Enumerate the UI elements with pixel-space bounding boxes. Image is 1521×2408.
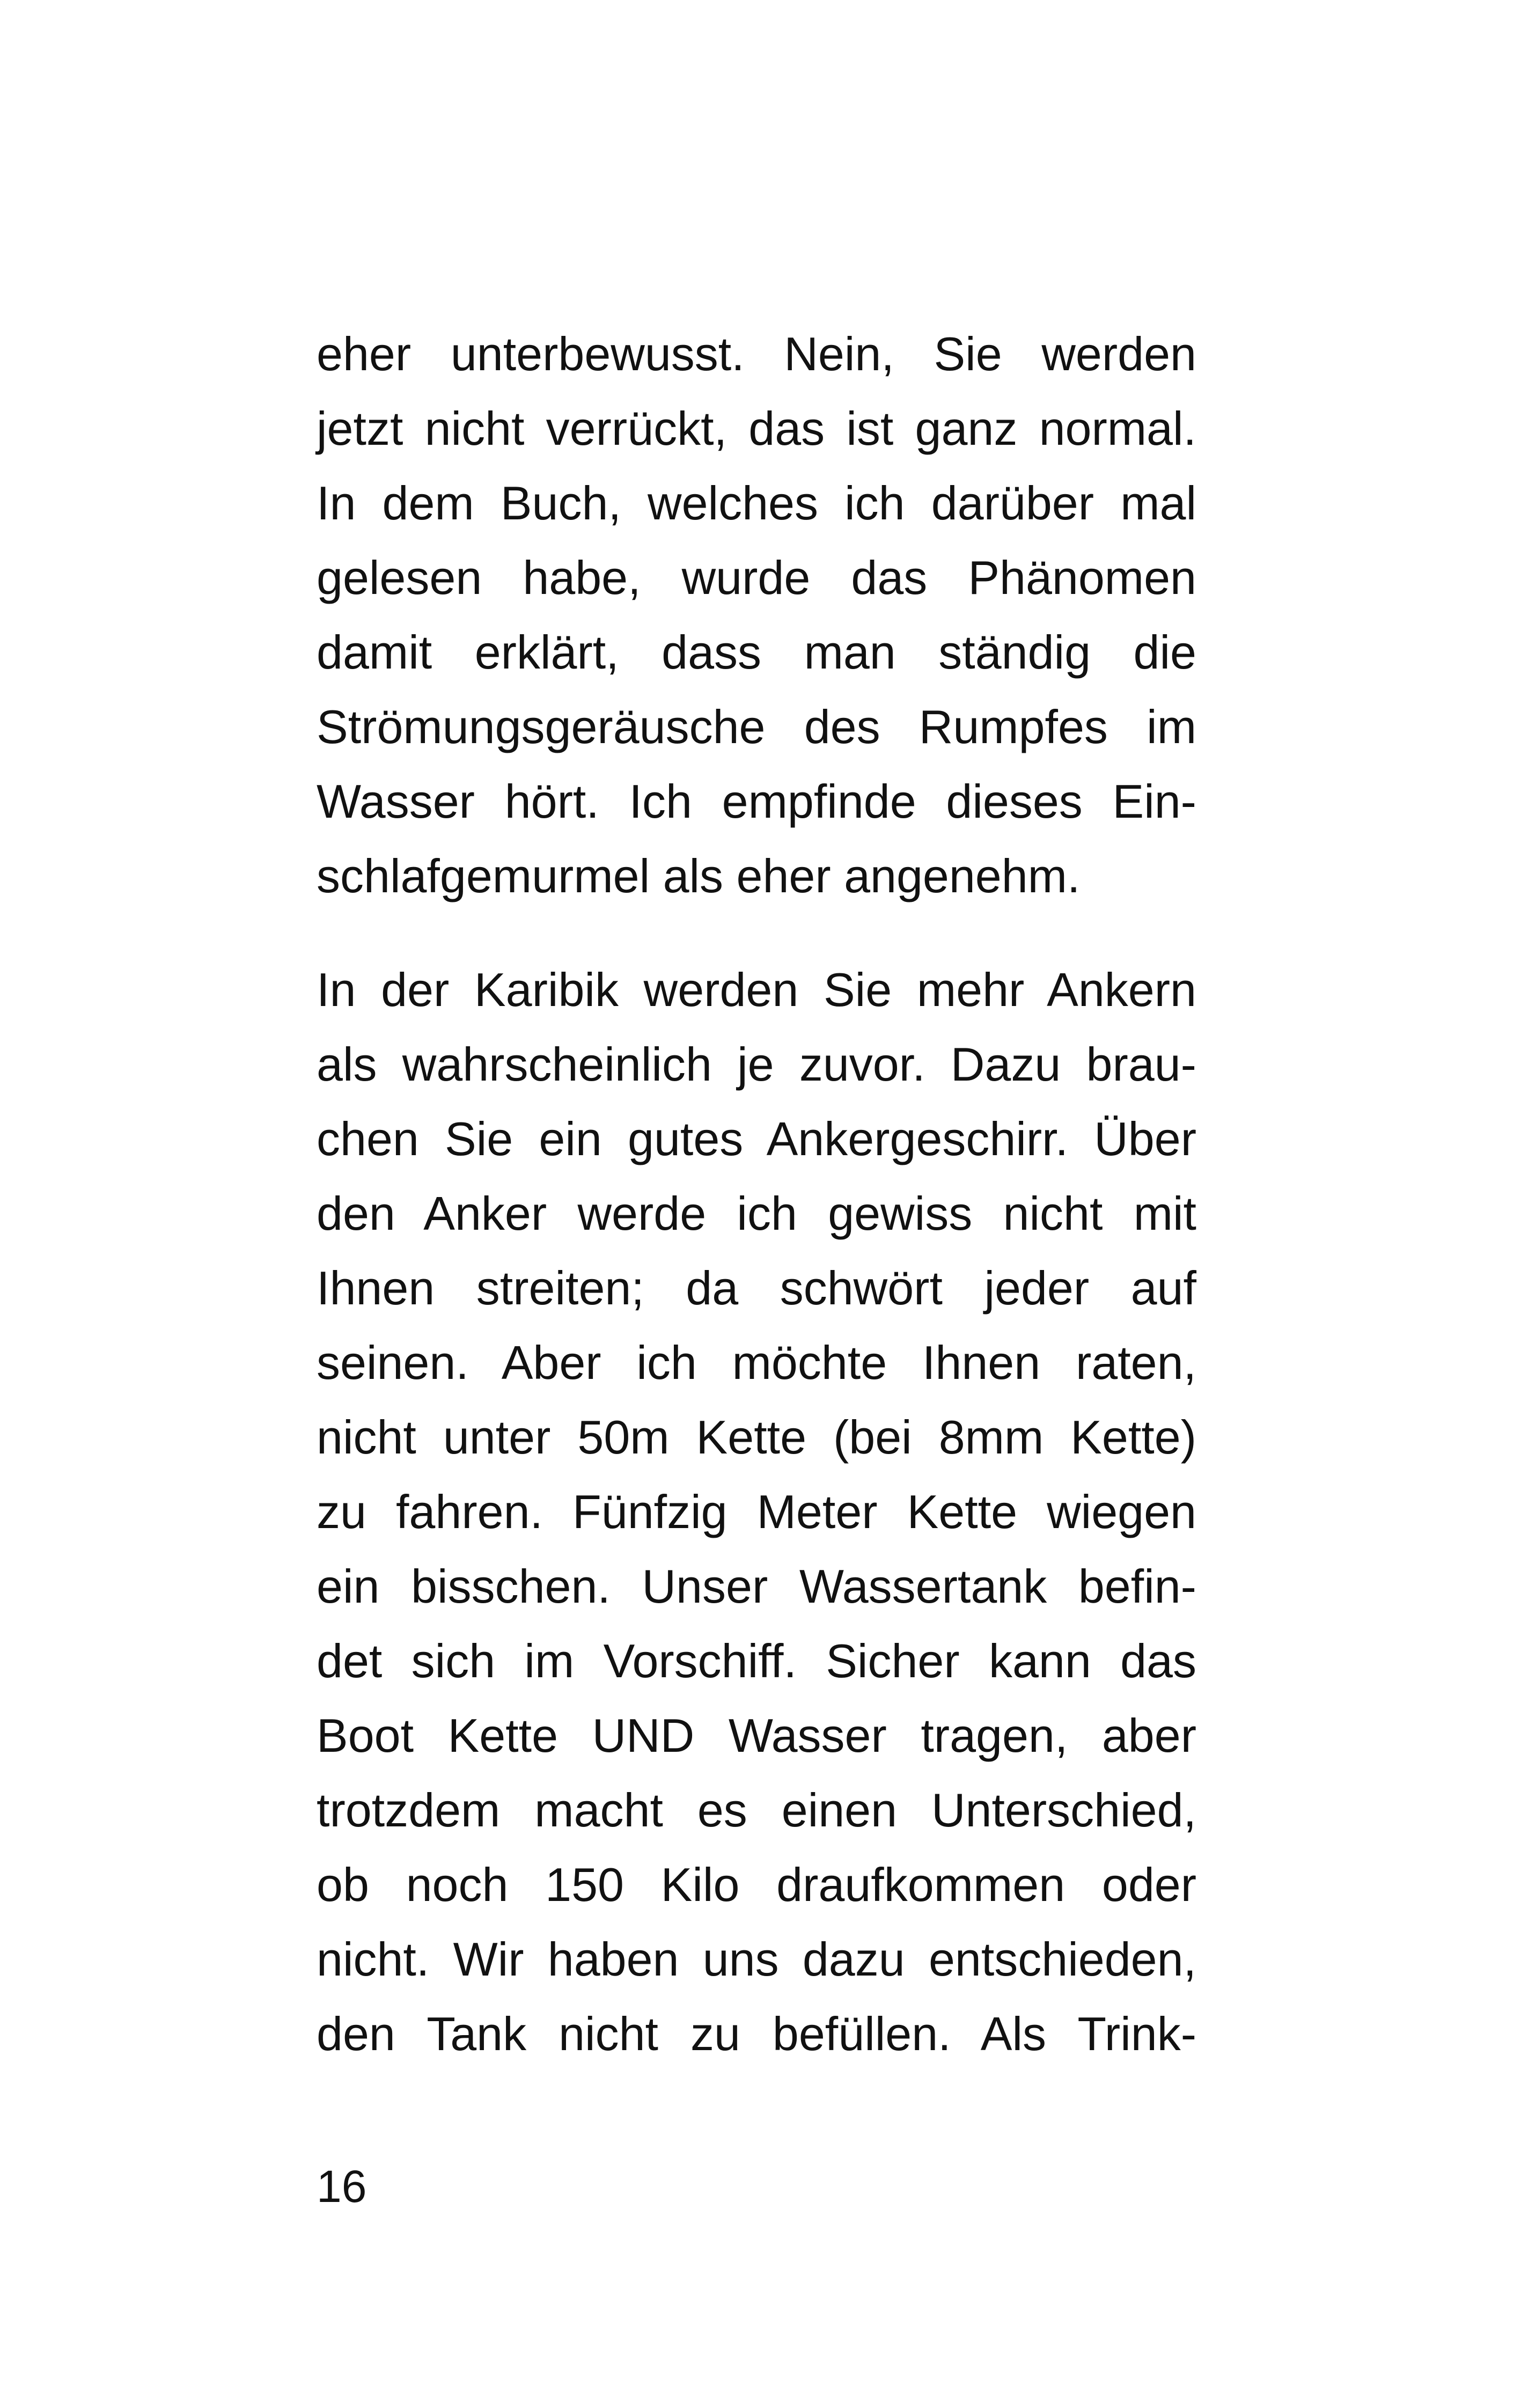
text-line: zu fahren. Fünfzig Meter Kette wiegen (317, 1485, 1196, 1538)
text-line: gelesen habe, wurde das Phänomen (317, 551, 1196, 604)
text-line: den Anker werde ich gewiss nicht mit (317, 1187, 1196, 1240)
text-line: Ihnen streiten; da schwört jeder auf (317, 1261, 1196, 1315)
text-line: det sich im Vorschiff. Sicher kann das (317, 1634, 1196, 1687)
text-line: damit erklärt, dass man ständig die (317, 626, 1196, 679)
text-line: trotzdem macht es einen Unterschied, (317, 1783, 1196, 1837)
paragraph-1 (317, 317, 1196, 913)
text-line: nicht. Wir haben uns dazu entschieden, (317, 1933, 1196, 1986)
text-line: Strömungsgeräusche des Rumpfes im (317, 700, 1196, 753)
text-line: schlafgemurmel als eher angenehm. (317, 849, 1081, 902)
text-line: den Tank nicht zu befüllen. Als Trink- (317, 2007, 1196, 2060)
text-line: als wahrscheinlich je zuvor. Dazu brau- (317, 1038, 1196, 1091)
text-line: In der Karibik werden Sie mehr Ankern (317, 963, 1196, 1016)
text-line: chen Sie ein gutes Ankergeschirr. Über (317, 1112, 1196, 1165)
text-line: ein bisschen. Unser Wassertank befin- (317, 1560, 1196, 1613)
text-line: eher unterbewusst. Nein, Sie werden (317, 327, 1196, 380)
text-line: Wasser hört. Ich empfinde dieses Ein- (317, 775, 1196, 828)
paragraph-2 (317, 952, 1196, 2071)
text-line: In dem Buch, welches ich darüber mal (317, 476, 1196, 530)
page-number: 16 (317, 2161, 367, 2212)
text-line: ob noch 150 Kilo draufkommen oder (317, 1858, 1196, 1911)
text-line: Boot Kette UND Wasser tragen, aber (317, 1709, 1196, 1762)
text-line: nicht unter 50m Kette (bei 8mm Kette) (317, 1411, 1196, 1464)
text-line: jetzt nicht verrückt, das ist ganz normal. (317, 402, 1196, 455)
text-line: seinen. Aber ich möchte Ihnen raten, (317, 1336, 1196, 1389)
